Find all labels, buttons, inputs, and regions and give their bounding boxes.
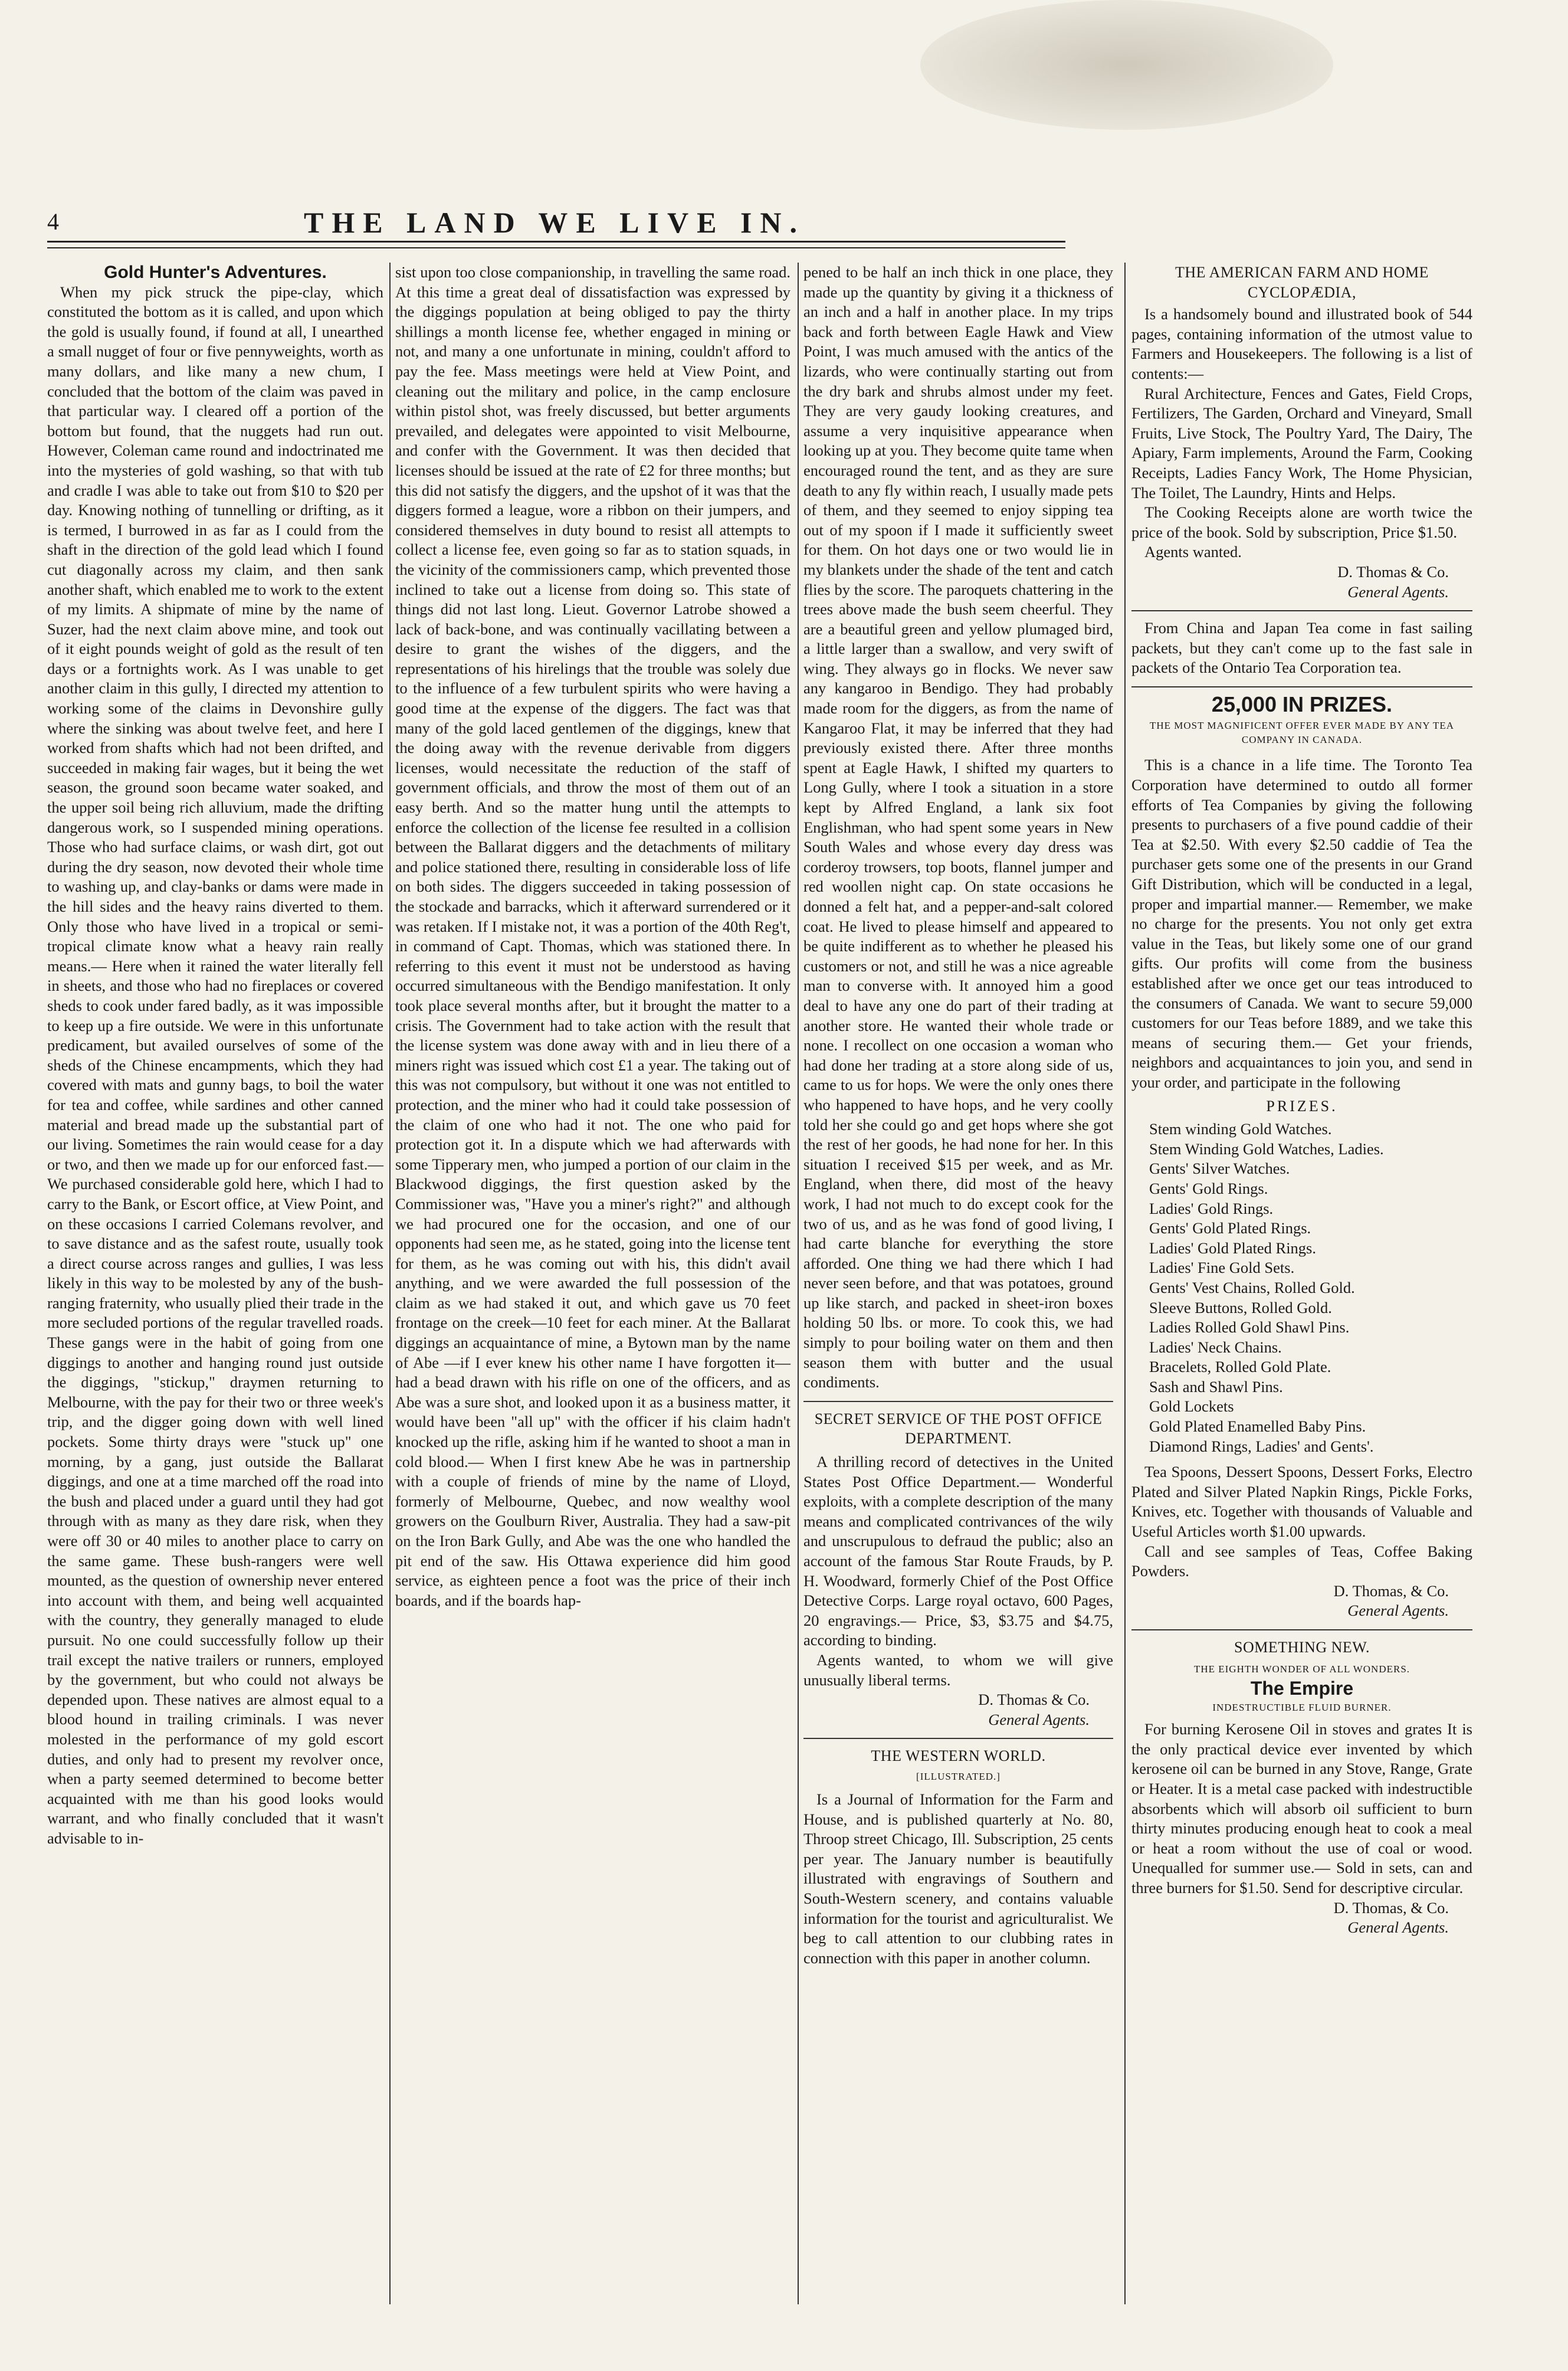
ad-body-empire: For burning Kerosene Oil in stoves and grates It is the only practical device ever invented by which kerosene oil can be burned in any Stove, Range, Grate or Heater. It is a metal case packed with indestructible absorbents which will absorb oil sufficient to burn thirty minutes producing enough heat to cook a meal or heat a room without the use of coal or wood. Unequalled for summer use.— Sold in sets, can and three burners for $1.50. Send for descriptive circular.: [1131, 1720, 1472, 1897]
column-2: [395, 263, 790, 1610]
ad-subtitle-burner: INDESTRUCTIBLE FLUID BURNER.: [1212, 1702, 1392, 1714]
list-item: Gents' Silver Watches.: [1149, 1160, 1290, 1178]
ad-title-prizes: 25,000 IN PRIZES.: [1211, 692, 1393, 716]
ad-signature-role: General Agents.: [988, 1710, 1090, 1728]
list-item: Stem Winding Gold Watches, Ladies.: [1149, 1139, 1384, 1158]
ad-signature-role: General Agents.: [1347, 1918, 1449, 1937]
prizes-list: [1149, 1119, 1472, 1456]
ad-signature: D. Thomas, & Co.: [1333, 1581, 1449, 1600]
list-item: Sash and Shawl Pins.: [1149, 1377, 1283, 1396]
header-rule: [47, 241, 1065, 248]
ad-signature-role: General Agents.: [1347, 582, 1449, 601]
list-item: Ladies' Neck Chains.: [1149, 1338, 1282, 1356]
ad-title-empire: The Empire: [1250, 1677, 1354, 1699]
ad-title-farm-cyclopaedia: THE AMERICAN FARM AND HOME CYCLOPÆDIA,: [1175, 264, 1429, 301]
ad-price-farm: The Cooking Receipts alone are worth twice the price of the book. Sold by subscription, Price $1.50.: [1131, 503, 1472, 541]
ad-subtitle-illustrated: [ILLUSTRATED.]: [916, 1770, 1000, 1782]
list-item: Ladies' Gold Plated Rings.: [1149, 1239, 1316, 1257]
column-1: [47, 263, 383, 1849]
list-item: Gents' Gold Plated Rings.: [1149, 1219, 1311, 1237]
list-item: Stem winding Gold Watches.: [1149, 1120, 1332, 1138]
ad-agents-wanted: Agents wanted, to whom we will give unusually liberal terms.: [803, 1650, 1113, 1689]
ad-title-something-new: SOMETHING NEW.: [1234, 1639, 1370, 1656]
ad-title-western-world: THE WESTERN WORLD.: [871, 1747, 1046, 1765]
ad-body-secret-service: A thrilling record of detectives in the United States Post Office Department.— Wonderful exploits, with a complete description of the many means and complicated contrivances of the wily and unscrupulous to defraud the public; also an account of the famous Star Route Frauds, by P. H. Woodward, formerly Chief of the Post Office Detective Corps. Large royal octavo, 600 Pages, 20 engravings.— Price, $3, $3.75 and $4.75, according to binding.: [803, 1453, 1113, 1649]
article-title: Gold Hunter's Adventures.: [104, 263, 327, 282]
list-item: Diamond Rings, Ladies' and Gents'.: [1149, 1437, 1374, 1455]
ad-signature-role: General Agents.: [1347, 1602, 1449, 1620]
section-divider: [803, 1401, 1113, 1402]
list-item: Sleeve Buttons, Rolled Gold.: [1149, 1298, 1332, 1317]
list-item: Ladies Rolled Gold Shawl Pins.: [1149, 1318, 1350, 1337]
list-item: Gents' Gold Rings.: [1149, 1179, 1268, 1197]
ad-signature: D. Thomas, & Co.: [1333, 1898, 1449, 1917]
list-item: Gold Lockets: [1149, 1397, 1234, 1416]
article-body: When my pick struck the pipe-clay, which constituted the bottom as it is called, and upon which the gold is usually found, if found at all, I unearthed a small nugget of four or five pennyweights, worth as many dollars, and like many a new chum, I concluded that the bottom of the claim was paved in that particular way. I cleared off a portion of the bottom but found, that the nuggets had run out. However, Coleman came round and indoctrinated me into the mysteries of gold washing, so that with tub and cradle I was able to take out from $10 to $20 per day. Knowing nothing of tunnelling or drifting, as it is termed, I burrowed in as far as I could from the shaft in the direction of the gold lead which I found cut diagonally across my claim, and then sank another shaft, which enabled me to work to the extent of my limits. A shipmate of mine by the name of Suzer, had the next claim above mine, and took out of it eight pounds weight of gold as the result of ten days or a fortnights work. As I was unable to get another claim in this gully, I directed my attention to working some of the claims in Devonshire gully where the sinking was about twelve feet, and here I worked from shafts which had not been drifted, and succeeded in making fair wages, but it being the wet season, the ground soon became water soaked, and the upper soil being rich alluvium, made the drifting dangerous work, so I suspended mining operations. Those who had surface claims, or wash dirt, got out during the dry season, now devoted their whole time to washing up, and clay-banks or dams were made in the hill sides and the heavy rains diverted to them. Only those who have lived in a tropical or semi-tropical climate know what a heavy rain really means.— Here when it rained the water literally fell in sheets, and those who had no fireplaces or covered sheds to cook under fared badly, as it was impossible to keep up a fire outside. We were in this unfortunate predicament, but availed ourselves of some of the sheds of the Chinese encampments, which they had covered with mats and gunny bags, to boil the water for tea and coffee, while sardines and other canned material and bread made up the substantial part of our living. Sometimes the rain would cease for a day or two, and then we made up for our enforced fast.— We purchased considerable gold here, which I had to carry to the Bank, or Escort office, at View Point, and on these occasions I carried Colemans revolver, and to save distance and as the safest route, usually took a direct course across ranges and gullies, I was less likely in this way to be molested by any of the bush-ranging fraternity, who usually plied their trade in the more secluded portions of the regular travelled roads. These gangs were in the habit of going from one diggings to another and hanging round just outside the diggings, "stickup," draymen returning to Melbourne, with the pay for their two or three week's trip, and the digger going down with well lined pockets. Some thirty drays were "stuck up" one morning, by a gang, just outside the Ballarat diggings, and one at a time marched off the road into the bush and placed under a guard until they had got through with as many as they dare risk, when they were off 30 or 40 miles to another place to carry on the same game. These bush-rangers were well mounted, as the question of ownership never entered into account with them, and being well acquainted with the country, they generally managed to elude pursuit. No one could successfully follow up their trail except the native trailers or runners, employed by the government, but who could not always be depended upon. These natives are almost equal to a blood hound in trailing criminals. I was never molested in the performance of my gold escort duties, and only had to present my revolver once, when a party seemed determined to become better acquainted with me than his good looks would warrant, and who finally concluded that it wasn't advisable to in-: [47, 283, 383, 1847]
masthead: THE LAND WE LIVE IN.: [303, 206, 806, 239]
article-body-continued: pened to be half an inch thick in one place, they made up the quantity by giving it a thickness of an inch and a half in another place. In my trips back and forth between Eagle Hawk and View Point, I was much amused with the antics of the lizards, who were continually starting out from the dry bark and shrubs almost under my feet. They are very gaudy looking creatures, and assume a very inquisitive appearance when looking up at you. They become quite tame when encouraged round the tent, and as they are sure death to any fly within reach, I usually made pets of them, and they seemed to enjoy sipping tea out of my spoon if I made it sufficiently sweet for them. On hot days one or two would lie in my blankets under the shade of the tent and catch flies by the score. The paroquets chattering in the trees above made the bush seem cheerful. They are a beautiful green and yellow plumaged bird, a little larger than a swallow, and very swift of wing. They always go in flocks. We never saw any kangaroo in Bendigo. They had probably made room for the diggers, as from the name of Kangaroo Flat, it may be inferred that they had previously existed there. After three months spent at Eagle Hawk, I shifted my quarters to Long Gully, where I took a situation in a store kept by Alfred England, a lank six foot Englishman, who had spent some years in New South Wales and whose every day dress was corderoy trowsers, top boots, flannel jumper and red woollen night cap. On state occasions he donned a felt hat, and a pepper-and-salt colored coat. He lived to please himself and appeared to be quite indifferent as to whether he pleased his customers or not, and still he was a nice agreable man to converse with. It annoyed him a good deal to have any one do part of their trading at another store. He wanted their whole trade or none. I recollect on one occasion a woman who had done her trading at a store along side of us, came to us for hops. We were the only ones there who happened to have hops, and he very coolly told her she could go and get hops where she got the rest of her goods, he had none for her. In this situation I received $15 per week, and as Mr. England, when there, did most of the heavy work, I had not much to do except cook for the two of us, and as he was fond of good living, I had carte blanche for everything the store afforded. One thing we had there which I had never seen before, and that was potatoes, ground up like starch, and packed in sheet-iron boxes holding 50 lbs. or more. To cook this, we had simply to pour boiling water on them and then season them with butter and the usual condiments.: [803, 263, 1113, 1391]
list-item: Ladies' Fine Gold Sets.: [1149, 1259, 1295, 1277]
ad-signature: D. Thomas & Co.: [1337, 562, 1449, 581]
ad-subtitle-wonder: THE EIGHTH WONDER OF ALL WONDERS.: [1193, 1663, 1410, 1675]
ad-signature: D. Thomas & Co.: [978, 1691, 1090, 1709]
ad-body-western-world: Is a Journal of Information for the Farm and House, and is published quarterly at No. 80, Throop street Chicago, Ill. Subscription, 25 cents per year. The January number is beautifully illustrated with engravings of Southern and South-Western scenery, and contains valuable information for the tourist and agriculturalist. We beg to call attention to our clubbing rates in connection with this paper in another column.: [803, 1790, 1113, 1967]
page-number: 4: [47, 208, 59, 235]
article-body-continued: sist upon too close companionship, in travelling the same road. At this time a great deal of dissatisfaction was expressed by the diggings population at being obliged to pay the thirty shillings a month license fee, whether engaged in mining or not, and many a one unfortunate in mining, couldn't afford to pay the fee. Mass meetings were held at View Point, and cleaning out the military and police, in the camp enclosure within pistol shot, was freely discussed, but better arguments prevailed, and delegates were appointed to visit Melbourne, and confer with the Government. It was then decided that licenses should be issued at the rate of £2 for three months; but this did not satisfy the diggers, and the upshot of it was that the diggers formed a league, wore a ribbon on their jumpers, and considered themselves in duty bound to resist all attempts to collect a license fee, even going so far as to station squads, in the vicinity of the commissioners camp, which prevented those inclined to take out a license from doing so. This state of things did not last long. Lieut. Governor Latrobe showed a lack of back-bone, and was continually vacillating between a desire to grant the wishes of the diggers, and the representations of his hirelings that the trouble was solely due to the influence of a few turbulent spirits who were having a good time at the expense of the diggers. The fact was that many of the gold laced gentlemen of the diggings, knew that the doing away with the revenue derivable from diggers licenses, would necessitate the reduction of the staff of government officials, and throw the most of them out of an easy berth. And so the matter hung until the attempts to enforce the collection of the license fee resulted in a collision between the Ballarat diggers and the detachments of military and police stationed there, resulting in considerable loss of life on both sides. The diggers succeeded in taking possession of the stockade and barracks, which it afterward surrendered or it was retaken. If I mistake not, it was a portion of the 40th Reg't, in command of Capt. Thomas, which was stationed there. In referring to this event it must not be understood as having occurred simultaneous with the Bendigo manifestation. It only took place several months after, but it brought the matter to a crisis. The Government had to take action with the result that the license system was done away with and in lieu there of a miners right was issued which cost £1 a year. The taking out of this was not compulsory, but without it one was not entitled to protection, and the miner who had it could take possession of the claim of one who had it not. The one who paid for protection got it. In a dispute which we had afterwards with some Tipperary men, who jumped a portion of our claim in the Blackwood diggings, the first question asked by the Commissioner was, "Have you a miner's right?" and although we had procured one for the occasion, and one of our opponents had seen me, as he stated, going into the license tent for them, as he was coming out with his, this didn't avail anything, and we were awarded the full possession of the claim as we had staked it out, and which gave us 70 feet frontage on the creek—10 feet for each miner. At the Ballarat diggings an acquaintance of mine, a Bytown man by the name of Abe —if I ever knew his other name I have forgotten it—had a bead drawn with his rifle on one of the officers, and as Abe was a sure shot, and looked upon it as a business matter, it would have been "all up" with the officer if his claim hadn't knocked up the rifle, asking him if he wanted to shoot a man in cold blood.— When I first knew Abe he was in partnership with a couple of friends of mine by the name of Lloyd, formerly of Melbourne, Quebec, and now wealthy wool growers on the Goulburn River, Australia. They had a saw-pit on the Iron Bark Gully, and Abe was the one who handled the pit end of the saw. His Ottawa experience did him good service, as eighteen pence a foot was the price of their inch boards, and if the boards hap-: [395, 263, 790, 1609]
ad-title-secret-service: SECRET SERVICE OF THE POST OFFICE DEPARTMENT.: [814, 1410, 1103, 1448]
list-item: Bracelets, Rolled Gold Plate.: [1149, 1358, 1331, 1376]
ad-prizes-call: Call and see samples of Teas, Coffee Baking Powders.: [1131, 1542, 1472, 1580]
paper-stain: [920, 0, 1333, 130]
prizes-heading: PRIZES.: [1266, 1097, 1338, 1115]
list-item: Ladies' Gold Rings.: [1149, 1199, 1274, 1217]
list-item: Gold Plated Enamelled Baby Pins.: [1149, 1417, 1366, 1436]
column-4: [1131, 263, 1472, 1938]
column-divider: [1124, 263, 1126, 2304]
ad-prizes-tail: Tea Spoons, Dessert Spoons, Dessert Forks, Electro Plated and Silver Plated Napkin Rings, Pickle Forks, Knives, etc. Together with thousands of Valuable and Useful Articles worth $1.00 upwards.: [1131, 1463, 1472, 1541]
list-item: Gents' Vest Chains, Rolled Gold.: [1149, 1278, 1355, 1296]
column-divider: [389, 263, 391, 2304]
page-header: [47, 208, 1062, 238]
ad-body-prizes: This is a chance in a life time. The Toronto Tea Corporation have determined to outdo all former efforts of Tea Companies by giving the following presents to purchasers of a five pound caddie of their Tea at $2.50. With every $2.50 caddie of Tea the purchaser gets some one of the presents in our Grand Gift Distribution, which will be conducted in a legal, proper and impartial manner.— Remember, we make no charge for the presents. You not only get extra value in the Teas, but likely some one of our grand gifts. Our profits will come from the business established after we once get our teas introduced to the consumers of Canada. We want to secure 59,000 customers for our Teas before 1889, and we take this means of securing them.— Get your friends, neighbors and acquaintances to join you, and send in your order, and participate in the following: [1131, 756, 1472, 1091]
ad-contents-farm: Rural Architecture, Fences and Gates, Field Crops, Fertilizers, The Garden, Orchard and Vineyard, Small Fruits, Live Stock, The Poultry Yard, The Dairy, The Apiary, Farm implements, Around the Farm, Cooking Receipts, Ladies Fancy Work, The Home Physician, The Toilet, The Laundry, Hints and Helps.: [1131, 384, 1472, 502]
ad-subtitle-prizes: THE MOST MAGNIFICENT OFFER EVER MADE BY ANY TEA COMPANY IN CANADA.: [1149, 720, 1455, 746]
section-divider: [1131, 610, 1472, 611]
column-divider: [798, 263, 799, 2304]
ad-body-farm: Is a handsomely bound and illustrated book of 544 pages, containing information of the utmost value to Farmers and Housekeepers. The following is a list of contents:—: [1131, 305, 1472, 382]
section-divider: [1131, 686, 1472, 687]
section-divider: [803, 1738, 1113, 1739]
column-3: [803, 263, 1113, 1968]
ad-body-tea: From China and Japan Tea come in fast sailing packets, but they can't come up to the fast sale in packets of the Ontario Tea Corporation tea.: [1131, 619, 1472, 677]
section-divider: [1131, 1629, 1472, 1630]
ad-agents-wanted: Agents wanted.: [1144, 543, 1242, 561]
